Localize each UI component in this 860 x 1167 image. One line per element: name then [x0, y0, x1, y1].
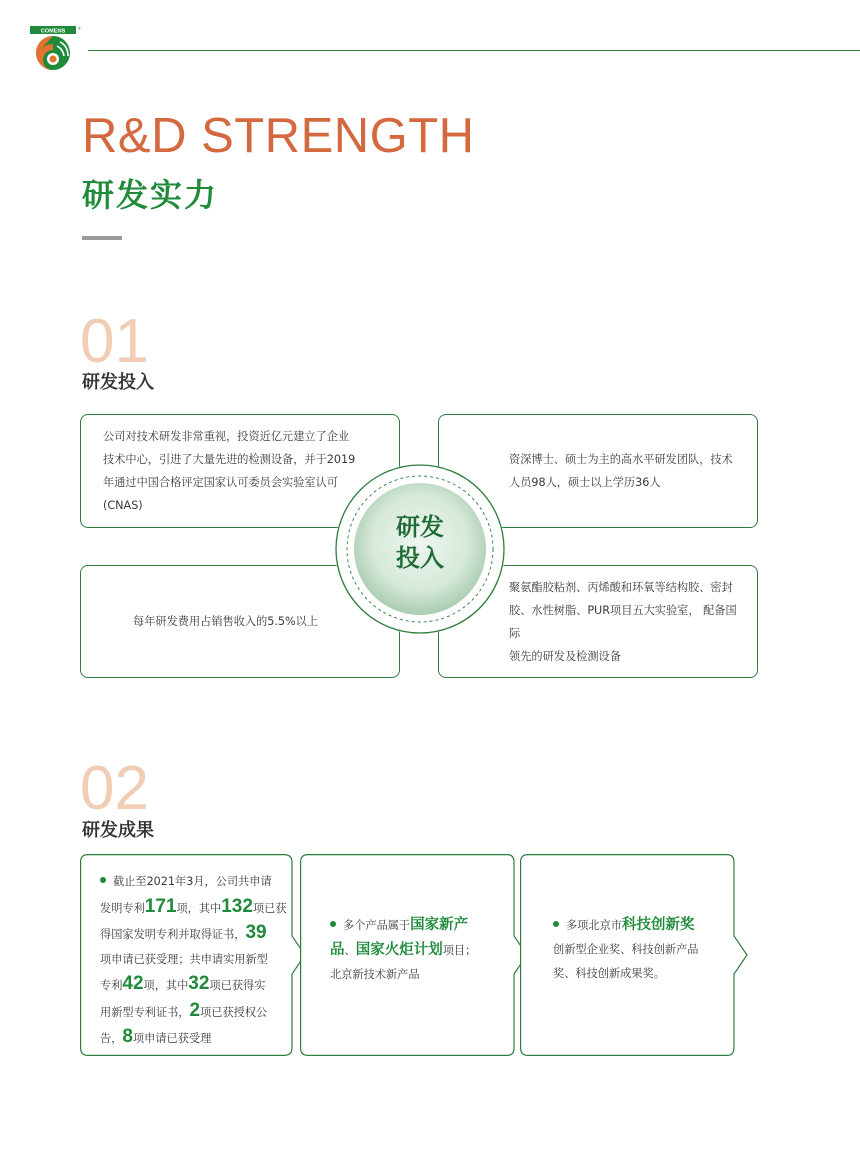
text-span: 项，其中	[143, 979, 189, 992]
patents-line	[100, 1025, 290, 1052]
text-span: 得国家发明专利并取得证书，	[100, 928, 246, 941]
card-line: 公司对技术研发非常重视，投资近亿元建立了企业	[103, 430, 350, 443]
text-span: 奖、科技创新成果奖。	[553, 967, 665, 980]
national-products-text	[330, 913, 520, 987]
card-line: 胶、水性树脂、PUR项目五大实验室， 配备国际	[509, 603, 737, 640]
text-span: 截止至2021年3月，公司共申请	[113, 875, 272, 888]
achievement-box-national-products	[300, 854, 528, 1056]
awards-line	[553, 962, 739, 986]
patents-line	[100, 895, 290, 922]
text-span: 项目；	[442, 944, 477, 957]
svg-text:®: ®	[78, 26, 81, 31]
number-highlight: 171	[144, 895, 177, 917]
patents-line	[100, 999, 290, 1026]
text-span: 项已获得实	[209, 979, 266, 992]
innovation-awards-text	[553, 913, 739, 986]
awards-line	[553, 938, 739, 962]
header-rule	[88, 50, 860, 51]
text-span: 北京新技术新产品	[330, 968, 420, 981]
highlight-text: 国家新产	[410, 917, 469, 933]
number-highlight: 39	[245, 922, 267, 943]
title-underline	[82, 236, 122, 240]
card-line: 技术中心，引进了大量先进的检测设备，并于2019	[103, 453, 356, 466]
awards-line	[553, 913, 739, 938]
text-span: 多个产品属于	[343, 919, 411, 932]
achievement-box-patents	[80, 854, 306, 1056]
text-span: 告，	[100, 1032, 123, 1045]
text-span: 项，其中	[176, 901, 222, 915]
highlight-text: 国家火炬计划	[355, 942, 443, 958]
company-logo	[30, 26, 80, 72]
card-line: 资深博士、硕士为主的高水平研发团队，技术	[509, 453, 733, 466]
card-research-team-text	[509, 448, 733, 494]
text-span: 多项北京市	[566, 919, 622, 932]
card-line: 每年研发费用占销售收入的5.5%以上	[133, 615, 319, 628]
section-title-rd-achievements: 研发成果	[82, 820, 154, 841]
text-span: 创新型企业奖、科技创新产品	[553, 943, 699, 956]
text-span: 项已获	[252, 901, 287, 915]
section-number-01: 01	[80, 307, 149, 376]
text-span: 项申请已获受理；共申请实用新型	[100, 952, 268, 966]
card-tech-center-text	[103, 425, 355, 517]
text-span: 项申请已获受理	[132, 1032, 212, 1045]
bullet-dot	[553, 921, 559, 927]
logo-text: COMENS	[40, 28, 66, 35]
card-rd-expense-text	[133, 610, 318, 633]
center-label-line: 投入	[396, 544, 444, 572]
patents-line	[100, 972, 290, 999]
text-span: 、	[344, 944, 356, 957]
card-line: 年通过中国合格评定国家认可委员会实验室认可	[103, 476, 338, 489]
products-line	[330, 938, 520, 963]
text-span: 发明专利	[100, 901, 145, 915]
products-line	[330, 963, 520, 987]
text-span: 用新型专利证书，	[100, 1005, 190, 1019]
number-highlight: 8	[122, 1026, 133, 1047]
patents-line	[100, 921, 290, 948]
center-label-line: 研发	[396, 513, 444, 541]
text-span: 专利	[100, 979, 123, 992]
center-circle-label	[370, 512, 470, 574]
card-line: 聚氨酯胶粘剂、丙烯酸和环氧等结构胶、密封	[509, 580, 733, 594]
card-line: 领先的研发及检测设备	[509, 649, 621, 663]
card-line: (CNAS)	[103, 499, 143, 512]
section-title-rd-investment: 研发投入	[82, 372, 154, 393]
highlight-text: 品	[330, 942, 345, 958]
page-title-en: R&D STRENGTH	[82, 109, 475, 163]
card-line: 人员98人，硕士以上学历36人	[509, 476, 661, 489]
card-laboratories-text	[509, 576, 741, 668]
number-highlight: 2	[189, 999, 201, 1021]
number-highlight: 132	[221, 895, 253, 917]
patents-text	[100, 870, 290, 1052]
bullet-dot	[100, 877, 106, 883]
number-highlight: 42	[122, 973, 144, 994]
highlight-text: 科技创新奖	[621, 917, 695, 933]
number-highlight: 32	[188, 973, 210, 994]
products-line	[330, 913, 520, 938]
achievement-box-innovation-awards	[520, 854, 748, 1056]
patents-line	[100, 948, 290, 973]
section-number-02: 02	[80, 754, 149, 823]
text-span: 项已获授权公	[200, 1005, 268, 1019]
page-title-zh: 研发实力	[82, 176, 219, 214]
patents-line	[100, 870, 290, 895]
bullet-dot	[330, 921, 336, 927]
